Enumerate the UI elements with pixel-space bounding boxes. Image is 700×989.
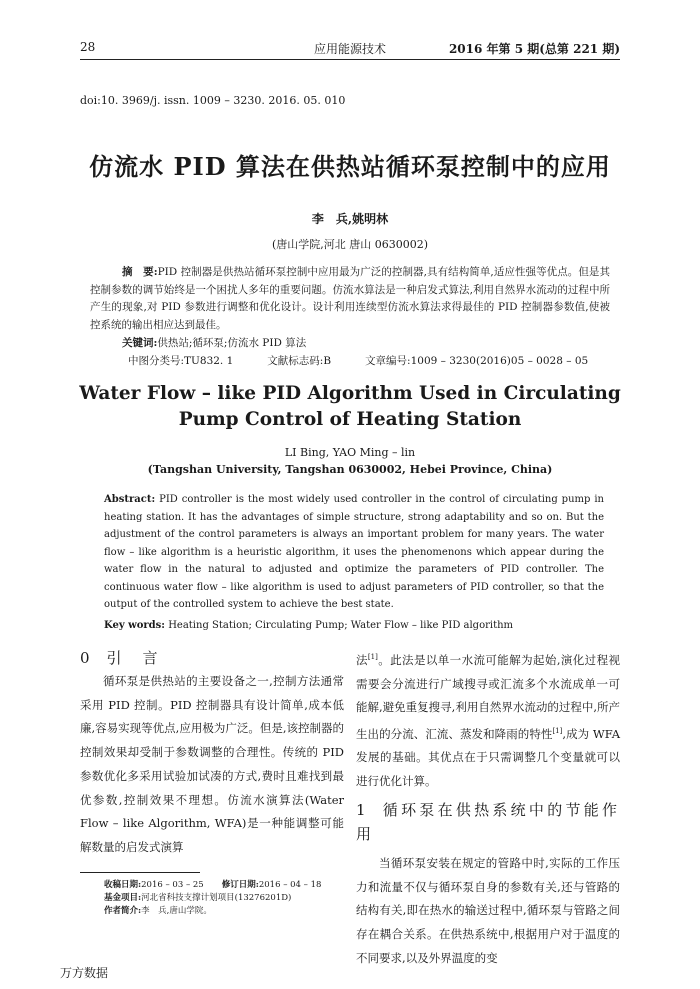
keywords-cn-label: 关键词: <box>122 337 158 349</box>
section-1-number: 1 <box>356 800 369 819</box>
keywords-en <box>104 620 513 631</box>
abstract-en-text: PID controller is the most widely used controller in the control of circulating pump in heating station. It has the advantages of simple structure, strong adaptability and so on. But the adjustment of the control parameters is always an important problem for many years. The water flow – like algorithm is a heuristic algorithm, it uses the phenomenons which appear during the water flow in the natural to adjusted and optimize the parameters of PID controller. The continuous water flow – like algorithm is used to adjust parameters of PID controller, so that the output of the controlled system to achieve the best state. <box>104 494 604 610</box>
bio-text: 李 兵,唐山学院。 <box>141 906 212 916</box>
wfa-text-a: 法 <box>356 652 368 667</box>
wfa-paragraph <box>356 646 620 794</box>
wfa-text-c: ,成为 WFA 发展的基础。其优点在于只需调整几个变量就可以进行优化计算。 <box>356 726 620 789</box>
intro-paragraph: 循环泵是供热站的主要设备之一,控制方法通常采用 PID 控制。PID 控制器具有设计简单,成本低廉,容易实现等优点,应用极为广泛。但是,该控制器的控制效果却受制于参数调整的合理性。传统的 PID 参数优化多采用试验加试凑的方式,费时且难找到最优参数,控制效果不理想。仿流水演算法(Water Flow – like Algorithm, WFA)是一种能调整可能解数量的启发式演算 <box>80 674 344 854</box>
revised-date: 2016 – 04 – 18 <box>258 880 322 890</box>
revised-label: 修订日期: <box>221 880 259 890</box>
fund-text: 河北省科技支撑计划项目(13276201D) <box>141 893 292 903</box>
authors-en: LI Bing, YAO Ming – lin <box>284 446 416 459</box>
abstract-cn-text: PID 控制器是供热站循环泵控制中应用最为广泛的控制器,具有结构简单,适应性强等优点。但是其控制参数的调节始终是一个困扰人多年的重要问题。仿流水算法是一种启发式算法,利用自然界水流动的过程中所产生的现象,对 PID 参数进行调整和优化设计。设计利用连续型仿流水算法求得最佳的 PID 控制器参数值,使被控系统的输出相应达到最佳。 <box>90 266 610 331</box>
abstract-en <box>104 491 604 614</box>
authors-cn: 李 兵,姚明林 <box>311 212 389 226</box>
title-en <box>0 381 700 433</box>
left-column <box>80 646 344 860</box>
article-number: 文章编号:1009 – 3230(2016)05 – 0028 – 05 <box>365 355 589 367</box>
issue-info: 2016 年第 5 期(总第 221 期) <box>448 42 620 56</box>
citation-1: [1] <box>367 653 378 661</box>
page-number: 28 <box>80 40 96 54</box>
doi: doi:10. 3969/j. issn. 1009 – 3230. 2016. 05. 010 <box>80 94 346 107</box>
received-label: 收稿日期: <box>104 880 142 890</box>
wfa-text-b: 。此法是以单一水流可能解为起始,演化过程视需要会分流进行广域搜寻或汇流多个水流成单一可能解,避免重复搜寻,利用自然界水流动的过程中,所产生出的分流、汇流、蒸发和降雨的特性 <box>356 652 620 741</box>
footnote-bio <box>104 905 212 918</box>
title-en-line2: Pump Control of Heating Station <box>178 409 522 430</box>
title-cn: 仿流水 PID 算法在供热站循环泵控制中的应用 <box>89 152 611 181</box>
journal-name: 应用能源技术 <box>313 42 386 56</box>
footnote-fund <box>104 892 291 905</box>
footnote-rule <box>80 872 200 873</box>
right-column <box>356 646 620 970</box>
affiliation-cn: (唐山学院,河北 唐山 0630002) <box>271 238 429 251</box>
pump-paragraph: 当循环泵安装在规定的管路中时,实际的工作压力和流量不仅与循环泵自身的参数有关,还与管路的结构有关,即在热水的输送过程中,循环泵与管路之间存在耦合关系。在供热系统中,根据用户对于温度的不同要求,以及外界温度的变 <box>356 855 620 965</box>
abstract-cn-label: 摘 要: <box>122 266 158 278</box>
document-code: 文献标志码:B <box>267 355 332 367</box>
section-0-number: 0 <box>80 649 93 667</box>
abstract-en-label: Abstract: <box>104 494 156 505</box>
section-0-heading <box>80 646 344 670</box>
title-en-line1: Water Flow – like PID Algorithm Used in Circulating <box>79 383 621 404</box>
header-rule <box>80 59 620 60</box>
section-0-title: 引 言 <box>106 649 161 667</box>
fund-label: 基金项目: <box>104 893 142 903</box>
section-1-title: 循环泵在供热系统中的节能作用 <box>356 800 620 843</box>
citation-2: [1] <box>552 726 563 735</box>
bio-label: 作者简介: <box>104 906 142 916</box>
clc-number: 中图分类号:TU832. 1 <box>128 355 234 367</box>
keywords-cn-text: 供热站;循环泵;仿流水 PID 算法 <box>157 337 307 349</box>
affiliation-en: (Tangshan University, Tangshan 0630002, Hebei Province, China) <box>147 463 553 476</box>
section-1-heading <box>356 798 620 846</box>
keywords-cn <box>122 335 306 350</box>
received-date: 2016 – 03 – 25 <box>141 880 204 890</box>
keywords-en-label: Key words: <box>104 620 165 631</box>
abstract-cn <box>90 264 610 334</box>
keywords-en-text: Heating Station; Circulating Pump; Water Flow – like PID algorithm <box>168 620 514 631</box>
footnote-dates <box>104 879 321 892</box>
watermark: 万方数据 <box>60 966 109 980</box>
classification-line <box>128 353 622 368</box>
